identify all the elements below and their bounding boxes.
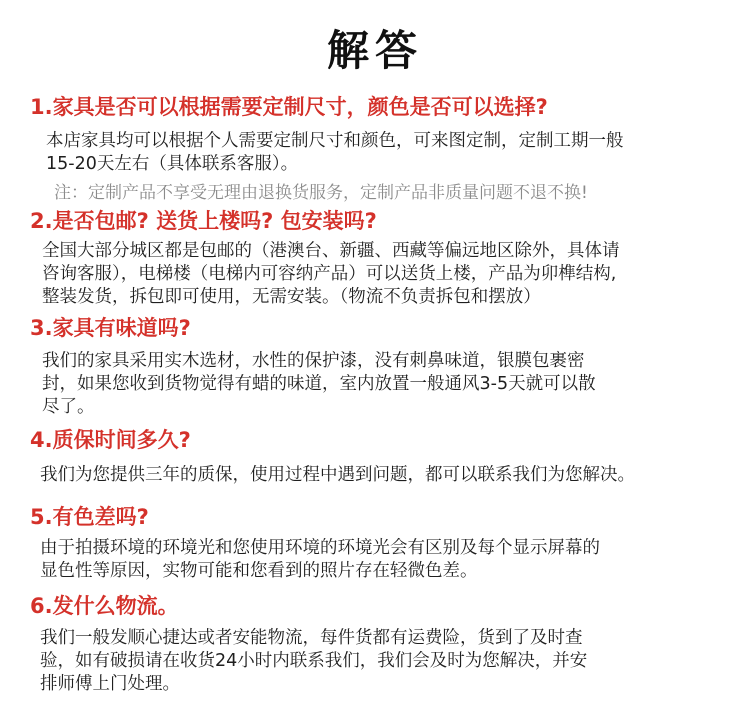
question-3: 3.家具有味道吗? <box>30 316 191 340</box>
answer-1-line-1: 本店家具均可以根据个人需要定制尺寸和颜色，可来图定制，定制工期一般 <box>46 131 624 151</box>
answer-3-line-1: 我们的家具采用实木选材，水性的保护漆，没有刺鼻味道，银膜包裹密 <box>42 351 585 371</box>
answer-3 <box>42 350 732 419</box>
answer-4-line-1: 我们为您提供三年的质保，使用过程中遇到问题，都可以联系我们为您解决。 <box>40 465 635 485</box>
answer-2-line-3: 整装发货，拆包即可使用，无需安装。（物流不负责拆包和摆放） <box>42 287 541 307</box>
answer-5-line-2: 显色性等原因，实物可能和您看到的照片存在轻微色差。 <box>40 561 478 581</box>
answer-6-line-2: 验，如有破损请在收货24小时内联系我们，我们会及时为您解决，并安 <box>40 651 588 671</box>
answer-2-line-1: 全国大部分城区都是包邮的（港澳台、新疆、西藏等偏远地区除外，具体请 <box>42 241 620 261</box>
page-title: 解答 <box>326 26 423 75</box>
answer-3-line-2: 封，如果您收到货物觉得有蜡的味道，室内放置一般通风3-5天就可以散 <box>42 374 596 394</box>
answer-1-line-2: 15-20天左右（具体联系客服）。 <box>46 154 299 174</box>
answer-2-line-2: 咨询客服），电梯楼（电梯内可容纳产品）可以送货上楼，产品为卯榫结构, <box>42 264 617 284</box>
question-2: 2.是否包邮? 送货上楼吗? 包安装吗? <box>30 209 377 233</box>
custom-order-note: 注：定制产品不享受无理由退换货服务，定制产品非质量问题不退不换! <box>54 183 588 203</box>
answer-5 <box>40 537 730 583</box>
answer-3-line-3: 尽了。 <box>42 397 95 417</box>
answer-6-line-1: 我们一般发顺心捷达或者安能物流，每件货都有运费险，货到了及时查 <box>40 628 583 648</box>
question-6: 6.发什么物流。 <box>30 594 179 618</box>
answer-4 <box>40 464 730 487</box>
answer-6 <box>40 627 730 696</box>
answer-2 <box>42 240 732 309</box>
question-1: 1.家具是否可以根据需要定制尺寸，颜色是否可以选择? <box>30 95 548 119</box>
question-5: 5.有色差吗? <box>30 505 149 529</box>
answer-5-line-1: 由于拍摄环境的环境光和您使用环境的环境光会有区别及每个显示屏幕的 <box>40 538 600 558</box>
answer-1 <box>46 130 736 176</box>
question-4: 4.质保时间多久? <box>30 428 191 452</box>
answer-6-line-3: 排师傅上门处理。 <box>40 674 180 694</box>
